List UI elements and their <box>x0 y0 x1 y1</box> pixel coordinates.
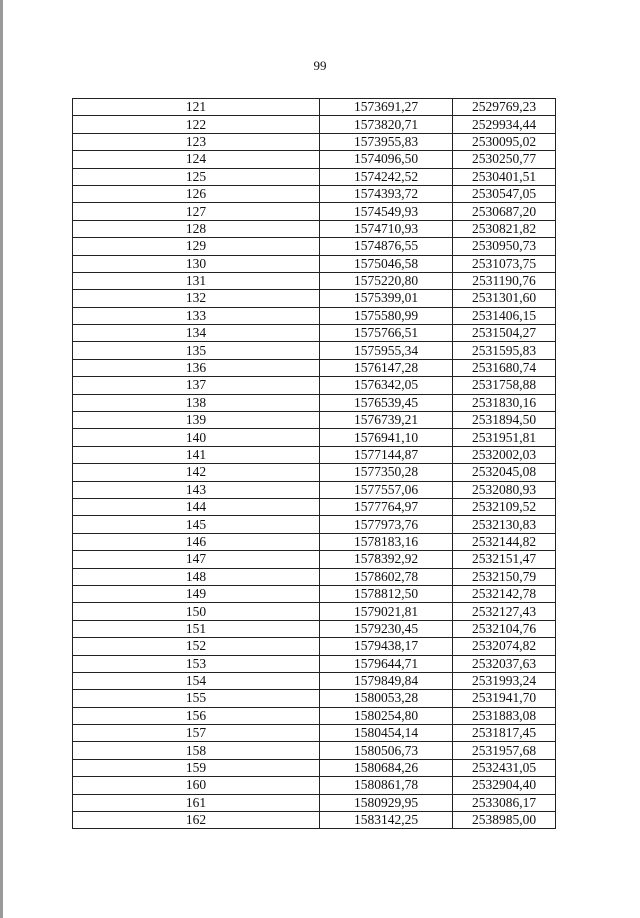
y-coordinate-cell: 2532130,83 <box>453 516 556 533</box>
y-coordinate-cell: 2531190,76 <box>453 272 556 289</box>
table-row <box>73 812 556 829</box>
x-coordinate-cell: 1576539,45 <box>320 394 453 411</box>
table-row <box>73 116 556 133</box>
x-coordinate-cell: 1573820,71 <box>320 116 453 133</box>
y-coordinate-cell: 2530095,02 <box>453 133 556 150</box>
point-number-cell: 145 <box>73 516 320 533</box>
table-row <box>73 359 556 376</box>
x-coordinate-cell: 1580053,28 <box>320 690 453 707</box>
point-number-cell: 127 <box>73 203 320 220</box>
x-coordinate-cell: 1576147,28 <box>320 359 453 376</box>
x-coordinate-cell: 1580861,78 <box>320 777 453 794</box>
point-number-cell: 121 <box>73 99 320 116</box>
point-number-cell: 141 <box>73 446 320 463</box>
y-coordinate-cell: 2538985,00 <box>453 812 556 829</box>
point-number-cell: 155 <box>73 690 320 707</box>
x-coordinate-cell: 1577764,97 <box>320 498 453 515</box>
y-coordinate-cell: 2531951,81 <box>453 429 556 446</box>
table-row <box>73 307 556 324</box>
point-number-cell: 131 <box>73 272 320 289</box>
x-coordinate-cell: 1575766,51 <box>320 325 453 342</box>
y-coordinate-cell: 2532037,63 <box>453 655 556 672</box>
y-coordinate-cell: 2531504,27 <box>453 325 556 342</box>
table-row <box>73 585 556 602</box>
table-row <box>73 272 556 289</box>
y-coordinate-cell: 2531894,50 <box>453 412 556 429</box>
point-number-cell: 126 <box>73 185 320 202</box>
table-row <box>73 168 556 185</box>
y-coordinate-cell: 2532109,52 <box>453 498 556 515</box>
page-number: 99 <box>313 58 327 73</box>
y-coordinate-cell: 2530687,20 <box>453 203 556 220</box>
y-coordinate-cell: 2531941,70 <box>453 690 556 707</box>
table-row <box>73 551 556 568</box>
table-row <box>73 429 556 446</box>
x-coordinate-cell: 1579644,71 <box>320 655 453 672</box>
y-coordinate-cell: 2532142,78 <box>453 585 556 602</box>
table-row <box>73 203 556 220</box>
point-number-cell: 144 <box>73 498 320 515</box>
table-row <box>73 620 556 637</box>
point-number-cell: 136 <box>73 359 320 376</box>
point-number-cell: 132 <box>73 290 320 307</box>
table-row <box>73 133 556 150</box>
y-coordinate-cell: 2532904,40 <box>453 777 556 794</box>
y-coordinate-cell: 2531993,24 <box>453 672 556 689</box>
y-coordinate-cell: 2530821,82 <box>453 220 556 237</box>
x-coordinate-cell: 1574393,72 <box>320 185 453 202</box>
x-coordinate-cell: 1577973,76 <box>320 516 453 533</box>
point-number-cell: 142 <box>73 464 320 481</box>
point-number-cell: 138 <box>73 394 320 411</box>
x-coordinate-cell: 1576739,21 <box>320 412 453 429</box>
table-row <box>73 655 556 672</box>
x-coordinate-cell: 1578392,92 <box>320 551 453 568</box>
y-coordinate-cell: 2531073,75 <box>453 255 556 272</box>
y-coordinate-cell: 2532002,03 <box>453 446 556 463</box>
x-coordinate-cell: 1573955,83 <box>320 133 453 150</box>
x-coordinate-cell: 1575580,99 <box>320 307 453 324</box>
x-coordinate-cell: 1574242,52 <box>320 168 453 185</box>
x-coordinate-cell: 1579021,81 <box>320 603 453 620</box>
point-number-cell: 146 <box>73 533 320 550</box>
point-number-cell: 158 <box>73 742 320 759</box>
x-coordinate-cell: 1580254,80 <box>320 707 453 724</box>
x-coordinate-cell: 1577144,87 <box>320 446 453 463</box>
table-row <box>73 725 556 742</box>
table-row <box>73 481 556 498</box>
x-coordinate-cell: 1580506,73 <box>320 742 453 759</box>
point-number-cell: 122 <box>73 116 320 133</box>
y-coordinate-cell: 2532431,05 <box>453 759 556 776</box>
point-number-cell: 124 <box>73 151 320 168</box>
table-row <box>73 672 556 689</box>
point-number-cell: 133 <box>73 307 320 324</box>
x-coordinate-cell: 1576342,05 <box>320 377 453 394</box>
point-number-cell: 148 <box>73 568 320 585</box>
y-coordinate-cell: 2531817,45 <box>453 725 556 742</box>
table-row <box>73 516 556 533</box>
y-coordinate-cell: 2531883,08 <box>453 707 556 724</box>
y-coordinate-cell: 2531595,83 <box>453 342 556 359</box>
point-number-cell: 125 <box>73 168 320 185</box>
point-number-cell: 162 <box>73 812 320 829</box>
table-row <box>73 707 556 724</box>
point-number-cell: 129 <box>73 238 320 255</box>
table-row <box>73 690 556 707</box>
y-coordinate-cell: 2530250,77 <box>453 151 556 168</box>
y-coordinate-cell: 2532045,08 <box>453 464 556 481</box>
table-row <box>73 412 556 429</box>
point-number-cell: 147 <box>73 551 320 568</box>
x-coordinate-cell: 1575046,58 <box>320 255 453 272</box>
point-number-cell: 149 <box>73 585 320 602</box>
x-coordinate-cell: 1575399,01 <box>320 290 453 307</box>
x-coordinate-cell: 1577557,06 <box>320 481 453 498</box>
point-number-cell: 134 <box>73 325 320 342</box>
y-coordinate-cell: 2530547,05 <box>453 185 556 202</box>
y-coordinate-cell: 2532080,93 <box>453 481 556 498</box>
point-number-cell: 151 <box>73 620 320 637</box>
point-number-cell: 140 <box>73 429 320 446</box>
table-row <box>73 151 556 168</box>
point-number-cell: 139 <box>73 412 320 429</box>
y-coordinate-cell: 2530950,73 <box>453 238 556 255</box>
page-edge-shadow <box>0 0 3 918</box>
point-number-cell: 160 <box>73 777 320 794</box>
table-row <box>73 446 556 463</box>
x-coordinate-cell: 1578183,16 <box>320 533 453 550</box>
table-row <box>73 638 556 655</box>
table-row <box>73 394 556 411</box>
x-coordinate-cell: 1579230,45 <box>320 620 453 637</box>
point-number-cell: 156 <box>73 707 320 724</box>
x-coordinate-cell: 1574549,93 <box>320 203 453 220</box>
table-row <box>73 377 556 394</box>
y-coordinate-cell: 2529934,44 <box>453 116 556 133</box>
x-coordinate-cell: 1579438,17 <box>320 638 453 655</box>
y-coordinate-cell: 2532150,79 <box>453 568 556 585</box>
table-row <box>73 464 556 481</box>
table-row <box>73 603 556 620</box>
x-coordinate-cell: 1576941,10 <box>320 429 453 446</box>
y-coordinate-cell: 2532144,82 <box>453 533 556 550</box>
x-coordinate-cell: 1574876,55 <box>320 238 453 255</box>
point-number-cell: 152 <box>73 638 320 655</box>
table-row <box>73 220 556 237</box>
point-number-cell: 159 <box>73 759 320 776</box>
y-coordinate-cell: 2531680,74 <box>453 359 556 376</box>
point-number-cell: 135 <box>73 342 320 359</box>
point-number-cell: 130 <box>73 255 320 272</box>
table-row <box>73 185 556 202</box>
point-number-cell: 143 <box>73 481 320 498</box>
x-coordinate-cell: 1573691,27 <box>320 99 453 116</box>
point-number-cell: 153 <box>73 655 320 672</box>
y-coordinate-cell: 2531406,15 <box>453 307 556 324</box>
x-coordinate-cell: 1577350,28 <box>320 464 453 481</box>
y-coordinate-cell: 2532074,82 <box>453 638 556 655</box>
x-coordinate-cell: 1575220,80 <box>320 272 453 289</box>
point-number-cell: 137 <box>73 377 320 394</box>
table-row <box>73 533 556 550</box>
y-coordinate-cell: 2530401,51 <box>453 168 556 185</box>
x-coordinate-cell: 1579849,84 <box>320 672 453 689</box>
x-coordinate-cell: 1580684,26 <box>320 759 453 776</box>
table-row <box>73 777 556 794</box>
y-coordinate-cell: 2531830,16 <box>453 394 556 411</box>
table-row <box>73 742 556 759</box>
x-coordinate-cell: 1580929,95 <box>320 794 453 811</box>
y-coordinate-cell: 2533086,17 <box>453 794 556 811</box>
x-coordinate-cell: 1578812,50 <box>320 585 453 602</box>
point-number-cell: 157 <box>73 725 320 742</box>
table-row <box>73 290 556 307</box>
table-row <box>73 238 556 255</box>
coordinates-table-body <box>73 99 556 829</box>
y-coordinate-cell: 2531957,68 <box>453 742 556 759</box>
x-coordinate-cell: 1574710,93 <box>320 220 453 237</box>
y-coordinate-cell: 2532127,43 <box>453 603 556 620</box>
x-coordinate-cell: 1578602,78 <box>320 568 453 585</box>
y-coordinate-cell: 2531301,60 <box>453 290 556 307</box>
point-number-cell: 128 <box>73 220 320 237</box>
y-coordinate-cell: 2532151,47 <box>453 551 556 568</box>
table-row <box>73 568 556 585</box>
table-row <box>73 255 556 272</box>
table-row <box>73 759 556 776</box>
table-row <box>73 794 556 811</box>
x-coordinate-cell: 1580454,14 <box>320 725 453 742</box>
point-number-cell: 154 <box>73 672 320 689</box>
table-row <box>73 99 556 116</box>
table-row <box>73 325 556 342</box>
y-coordinate-cell: 2531758,88 <box>453 377 556 394</box>
y-coordinate-cell: 2532104,76 <box>453 620 556 637</box>
y-coordinate-cell: 2529769,23 <box>453 99 556 116</box>
point-number-cell: 150 <box>73 603 320 620</box>
point-number-cell: 161 <box>73 794 320 811</box>
table-row <box>73 498 556 515</box>
coordinates-table <box>72 98 556 829</box>
point-number-cell: 123 <box>73 133 320 150</box>
x-coordinate-cell: 1583142,25 <box>320 812 453 829</box>
x-coordinate-cell: 1575955,34 <box>320 342 453 359</box>
table-row <box>73 342 556 359</box>
x-coordinate-cell: 1574096,50 <box>320 151 453 168</box>
